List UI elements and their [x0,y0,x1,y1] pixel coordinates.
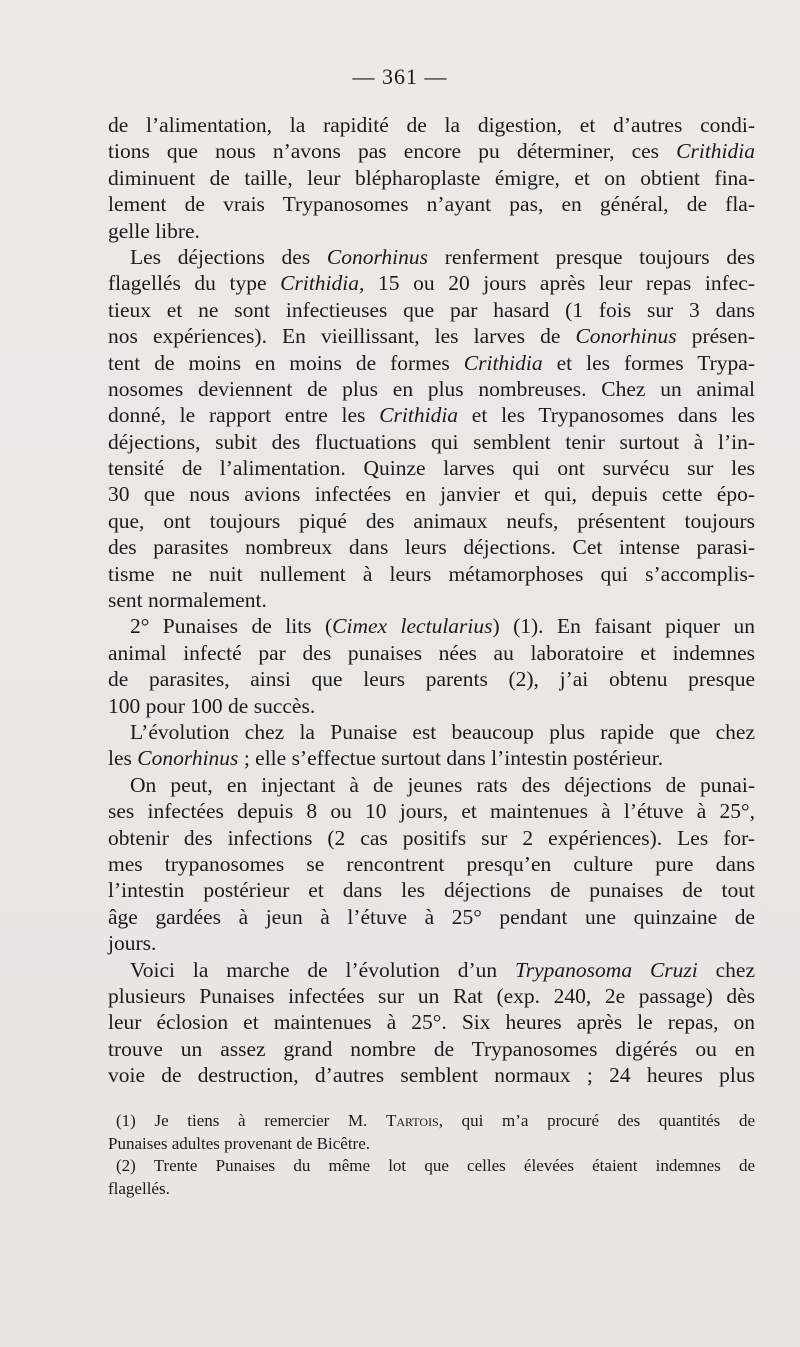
paragraph [108,244,755,613]
text-line: déjections, subit des fluctuations qui semblent tenir surtout à l’in- [108,429,755,454]
paragraph [108,957,755,1089]
text-line: tions que nous n’avons pas encore pu déterminer, ces Crithidia [108,139,755,164]
text-line: voie de destruction, d’autres semblent normaux ; 24 heures plus [108,1063,755,1088]
text-line: tisme ne nuit nullement à leurs métamorphoses qui s’accomplis- [108,561,755,586]
page-number: — 361 — [352,64,448,89]
text-line: que, ont toujours piqué des animaux neufs, présentent toujours [108,508,755,533]
text-line: nos expériences). En vieillissant, les larves de Conorhinus présen- [108,324,755,349]
text-line: 100 pour 100 de succès. [108,693,316,718]
text-line: 2° Punaises de lits (Cimex lectularius) (1). En faisant piquer un [130,614,755,639]
text-line: gelle libre. [108,218,200,243]
text-line: l’intestin postérieur et dans les déjections de punaises de tout [108,878,755,903]
text-line: lement de vrais Trypanosomes n’ayant pas, en général, de fla- [108,192,755,217]
paragraph [108,613,755,719]
text-line: tieux et ne sont infectieuses que par hasard (1 fois sur 3 dans [108,297,755,322]
text-line: tent de moins en moins de formes Crithidia et les formes Trypa- [108,350,755,375]
text-line: mes trypanosomes se rencontrent presqu’en culture pure dans [108,851,755,876]
text-line: leur éclosion et maintenues à 25°. Six heures après le repas, on [108,1010,755,1035]
paragraph [108,772,755,957]
paragraph [108,112,755,244]
text-line: L’évolution chez la Punaise est beaucoup plus rapide que chez [130,719,755,744]
text-line: Voici la marche de l’évolution d’un Trypanosoma Cruzi chez [130,957,755,982]
text-line: de l’alimentation, la rapidité de la digestion, et d’autres condi- [108,113,755,137]
text-line: 30 que nous avions infectées en janvier et qui, depuis cette épo- [108,482,755,507]
text-line: plusieurs Punaises infectées sur un Rat (exp. 240, 2e passage) dès [108,983,755,1008]
footnote-line: Punaises adultes provenant de Bicêtre. [108,1133,371,1153]
footnote-line: (2) Trente Punaises du même lot que celles élevées étaient indemnes de [116,1156,755,1175]
text-line: animal infecté par des punaises nées au laboratoire et indemnes [108,640,755,665]
text-line: Les déjections des Conorhinus renferment presque toujours des [130,244,755,269]
body-text [108,112,755,1088]
text-line: de parasites, ainsi que leurs parents (2), j’ai obtenu presque [108,667,755,692]
text-line: obtenir des infections (2 cas positifs sur 2 expériences). Les for- [108,825,755,850]
text-line: tensité de l’alimentation. Quinze larves qui ont survécu sur les [108,456,755,481]
text-line: les Conorhinus ; elle s’effectue surtout dans l’intestin postérieur. [108,746,664,771]
footnotes [108,1110,755,1200]
footnote-line: (1) Je tiens à remercier M. Tartois, qui m’a procuré des quantités de [116,1111,755,1130]
text-line: donné, le rapport entre les Crithidia et les Trypanosomes dans les [108,403,755,428]
text-line: nosomes deviennent de plus en plus nombreuses. Chez un animal [108,376,755,401]
text-line: des parasites nombreux dans leurs déjections. Cet intense parasi- [108,535,755,560]
text-line: On peut, en injectant à de jeunes rats des déjections de punai- [130,772,755,797]
footnote-line: flagellés. [108,1178,170,1198]
text-line: âge gardées à jeun à l’étuve à 25° pendant une quinzaine de [108,904,755,929]
text-line: ses infectées depuis 8 ou 10 jours, et maintenues à l’étuve à 25°, [108,799,755,824]
text-line: sent normalement. [108,588,267,613]
paragraph [108,719,755,772]
text-line: flagellés du type Crithidia, 15 ou 20 jours après leur repas infec- [108,271,755,296]
text-line: diminuent de taille, leur blépharoplaste émigre, et on obtient fina- [108,165,755,190]
text-line: trouve un assez grand nombre de Trypanosomes digérés ou en [108,1036,755,1061]
text-line: jours. [108,931,157,956]
